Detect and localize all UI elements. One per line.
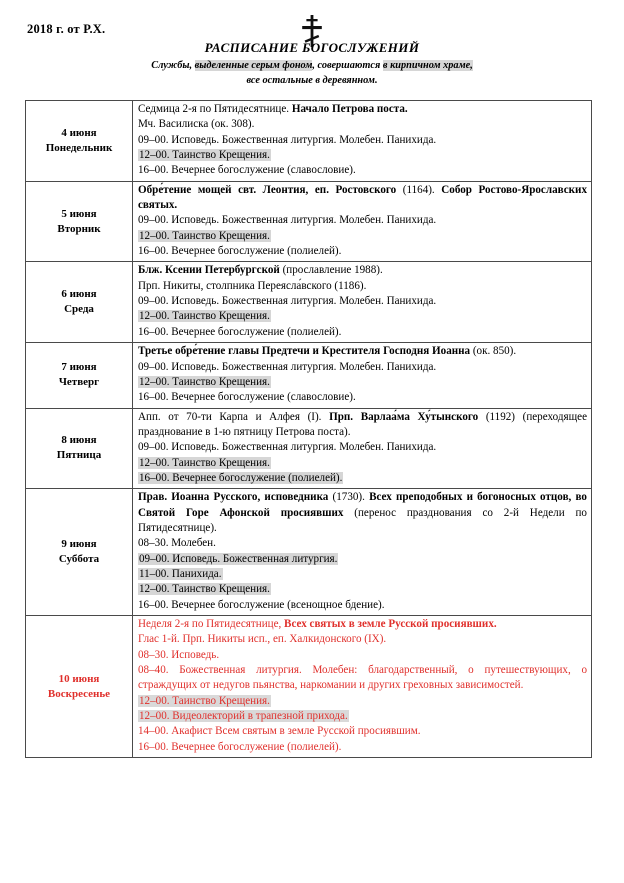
line-text: 16–00. Вечернее богослужение (всенощное бдение).	[138, 598, 385, 611]
service-line	[133, 183, 591, 214]
line-text: 09–00. Исповедь. Божественная литургия. Молебен. Панихида.	[138, 214, 437, 227]
grey-highlight	[138, 472, 343, 484]
service-line	[133, 325, 591, 340]
day-date: 7 июня	[61, 361, 97, 374]
line-text: 12–00. Таинство Крещения.	[139, 149, 270, 162]
legend-note-line-1	[0, 59, 624, 74]
day-date: 6 июня	[61, 288, 97, 301]
line-text: 14–00. Акафист Всем святым в земле Русской просиявшим.	[138, 725, 421, 738]
services-cell	[133, 489, 592, 616]
year-label: 2018 г. от Р.Х.	[27, 22, 106, 36]
line-text: 16–00. Вечернее богослужение (полиелей).	[139, 471, 343, 484]
day-date: 9 июня	[61, 538, 97, 551]
line-text: 16–00. Вечернее богослужение (полиелей).	[138, 325, 342, 338]
service-line-highlighted	[133, 471, 591, 486]
grey-highlight	[138, 568, 223, 580]
grey-highlight	[138, 553, 338, 565]
line-text: 12–00. Таинство Крещения.	[139, 375, 270, 388]
line-text: 16–00. Вечернее богослужение (славословие).	[138, 391, 356, 404]
service-schedule-table	[25, 100, 592, 758]
service-line-highlighted	[133, 375, 591, 390]
grey-highlight	[138, 149, 271, 161]
service-line-highlighted	[133, 694, 591, 709]
table-row	[26, 343, 592, 408]
table-row	[26, 616, 592, 758]
table-row	[26, 181, 592, 262]
day-date: 8 июня	[61, 434, 97, 447]
service-line	[133, 440, 591, 455]
line-text: (1164).	[396, 183, 442, 196]
table-row	[26, 489, 592, 616]
line-text: 12–00. Таинство Крещения.	[139, 229, 270, 242]
line-text: 16–00. Вечернее богослужение (славословие).	[138, 164, 356, 177]
line-text: 12–00. Таинство Крещения.	[139, 310, 270, 323]
legend-highlight-grey-background: выделенные серым фоном	[194, 60, 313, 71]
line-text: 09–00. Исповедь. Божественная литургия.	[139, 552, 338, 565]
table-row	[26, 101, 592, 182]
service-line	[133, 244, 591, 259]
service-line	[133, 617, 591, 632]
legend-part-b: , совершаются	[312, 60, 383, 71]
day-cell	[26, 101, 133, 182]
day-cell	[26, 343, 133, 408]
line-text: (прославление 1988).	[279, 264, 383, 277]
services-cell	[133, 181, 592, 262]
feast-name: Всех преподобных и богоносных отцов, во Святой Горе Афонской просиявших	[138, 491, 587, 519]
feast-name: Блж. Ксении Петербургской	[138, 264, 280, 277]
day-cell	[26, 262, 133, 343]
service-line	[133, 632, 591, 647]
service-line	[133, 724, 591, 739]
line-text: (1730).	[328, 491, 370, 504]
schedule-body	[26, 101, 592, 758]
service-line-highlighted	[133, 582, 591, 597]
page-title: РАСПИСАНИЕ БОГОСЛУЖЕНИЙ	[204, 40, 420, 55]
service-line-highlighted	[133, 709, 591, 724]
feast-name: Обре́тение мощей свт. Леонтия, еп. Ростовского	[138, 183, 397, 196]
service-line-highlighted	[133, 229, 591, 244]
title-block	[0, 40, 624, 88]
line-text: 08–30. Молебен.	[138, 537, 216, 550]
service-line	[133, 133, 591, 148]
service-line	[133, 390, 591, 405]
day-weekday: Среда	[64, 303, 94, 316]
table-row	[26, 262, 592, 343]
line-text: 09–00. Исповедь. Божественная литургия. Молебен. Панихида.	[138, 133, 437, 146]
service-line	[133, 490, 591, 536]
service-line-highlighted	[133, 552, 591, 567]
service-line	[133, 344, 591, 359]
line-text: 12–00. Таинство Крещения.	[139, 583, 270, 596]
services-cell	[133, 262, 592, 343]
service-line	[133, 648, 591, 663]
service-line-highlighted	[133, 567, 591, 582]
feast-name: Прп. Варлаа́ма Ху́тынского	[329, 410, 479, 423]
day-weekday: Четверг	[58, 376, 100, 389]
day-weekday: Воскресенье	[47, 687, 111, 700]
line-text: 08–40. Божественная литургия. Молебен: благодарственный, о путешествующих, о страждущих от недугов пьянства, наркомании и других греховных зависимостей.	[138, 664, 587, 692]
service-line	[133, 740, 591, 755]
services-cell	[133, 343, 592, 408]
grey-highlight	[138, 710, 349, 722]
grey-highlight	[138, 583, 271, 595]
day-date: 5 июня	[61, 207, 97, 220]
day-cell	[26, 408, 133, 489]
service-line	[133, 102, 591, 117]
line-text: 09–00. Исповедь. Божественная литургия. Молебен. Панихида.	[138, 295, 437, 308]
feast-name: Собор Ростово-Ярославских святых.	[138, 183, 587, 212]
service-line	[133, 294, 591, 309]
day-date: 4 июня	[61, 126, 97, 139]
line-text: 11–00. Панихида.	[139, 567, 222, 580]
legend-note	[0, 59, 624, 88]
service-line	[133, 263, 591, 278]
feast-name: Начало Петрова поста.	[291, 103, 408, 115]
service-line-highlighted	[133, 309, 591, 324]
line-text: Прп. Никиты, столпника Переясла́вского (1186).	[138, 279, 367, 292]
line-text: Неделя 2-я по Пятидесятнице,	[138, 618, 285, 630]
line-text: Седмица 2-я по Пятидесятнице.	[138, 103, 292, 115]
line-text: 08–30. Исповедь.	[138, 648, 220, 661]
legend-note-line-2: все остальные в деревянном.	[246, 74, 378, 86]
service-line	[133, 536, 591, 551]
line-text: 09–00. Исповедь. Божественная литургия. Молебен. Панихида.	[138, 360, 437, 373]
document-header	[0, 0, 624, 96]
day-weekday: Суббота	[58, 553, 100, 566]
line-text: (ок. 850).	[470, 345, 517, 358]
legend-part-a: Службы,	[151, 60, 195, 71]
feast-name: Всех святых в земле Русской просиявших.	[284, 618, 497, 630]
day-weekday: Вторник	[57, 222, 101, 235]
service-line-highlighted	[133, 456, 591, 471]
line-text: 09–00. Исповедь. Божественная литургия. Молебен. Панихида.	[138, 441, 437, 454]
grey-highlight	[138, 457, 271, 469]
day-weekday: Понедельник	[45, 141, 113, 154]
service-line	[133, 663, 591, 694]
service-line	[133, 410, 591, 441]
day-cell	[26, 489, 133, 616]
grey-highlight	[138, 230, 271, 242]
service-line	[133, 598, 591, 613]
line-text: (1192) (переходящее празднование в 1-ю пятницу Петрова поста).	[138, 410, 587, 438]
day-date: 10 июня	[58, 672, 100, 685]
feast-name: Третье обре́тение главы Предтечи и Крестителя Господня Иоанна	[138, 345, 471, 358]
table-row	[26, 408, 592, 489]
day-cell	[26, 616, 133, 758]
line-text: 16–00. Вечернее богослужение (полиелей).	[138, 245, 342, 258]
line-text: 12–00. Таинство Крещения.	[139, 694, 270, 707]
services-cell	[133, 616, 592, 758]
line-text: (перенос празднования со 2-й Недели по Пятидесятнице).	[138, 506, 587, 534]
day-cell	[26, 181, 133, 262]
service-line	[133, 117, 591, 132]
feast-name: Прав. Иоанна Русского, исповедника	[138, 491, 329, 504]
service-line	[133, 360, 591, 375]
services-cell	[133, 408, 592, 489]
grey-highlight	[138, 376, 271, 388]
service-line-highlighted	[133, 148, 591, 163]
services-cell	[133, 101, 592, 182]
line-text: Мч. Василиска (ок. 308).	[138, 118, 255, 131]
line-text: 16–00. Вечернее богослужение (полиелей).	[138, 740, 342, 753]
day-weekday: Пятница	[56, 449, 102, 462]
line-text: 12–00. Видеолекторий в трапезной прихода.	[139, 710, 348, 723]
service-line	[133, 163, 591, 178]
line-text: Апп. от 70-ти Карпа и Алфея (I).	[138, 410, 330, 423]
line-text: 12–00. Таинство Крещения.	[139, 456, 270, 469]
grey-highlight	[138, 310, 271, 322]
service-line	[133, 213, 591, 228]
service-line	[133, 279, 591, 294]
grey-highlight	[138, 695, 271, 707]
line-text: Глас 1-й. Прп. Никиты исп., еп. Халкидонского (IX).	[138, 633, 387, 646]
legend-highlight-brick-church: в кирпичном храме,	[382, 60, 473, 71]
